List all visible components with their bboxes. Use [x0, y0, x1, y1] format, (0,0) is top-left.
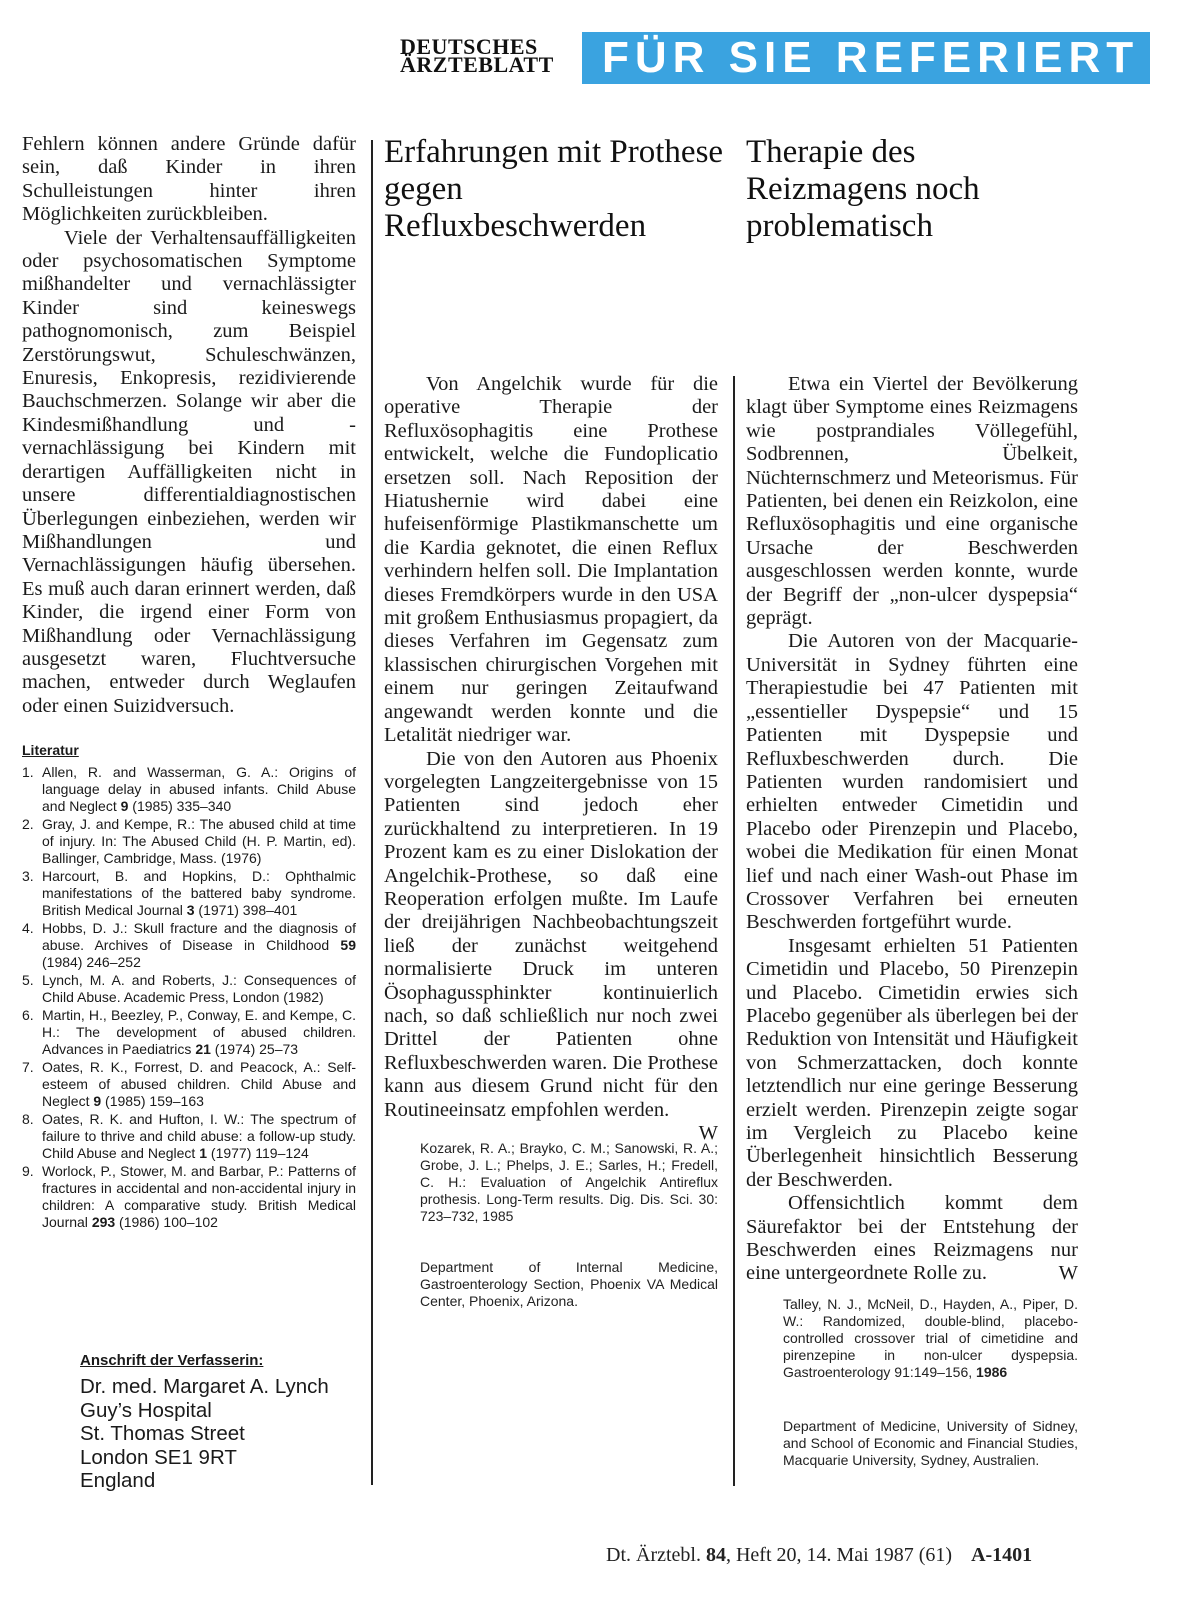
reference-text: Martin, H., Beezley, P., Conway, E. and Kempe, C. H.: The development of abused children. Advances in Paediatrics: [42, 1007, 356, 1057]
reference-volume: 59: [340, 937, 356, 953]
reference-item: [22, 972, 356, 1006]
body-paragraph: Die Autoren von der Macquarie-Universität in Sydney führten eine Therapiestudie bei 47 Patienten mit „essentieller Dyspepsie“ und 15 Patienten mit Dyspepsie und Refluxbeschwerden durch. Die Patienten wurden randomisiert und erhielten entweder Cimetidin und Placebo oder Pirenzepin und Placebo, wobei die Medikation für einen Monat lief und nach einer Wash-out Phase im Crossover Verfahren bei erneuten Beschwerden fortgeführt wurde.: [746, 630, 1078, 934]
body-paragraph: Viele der Verhaltensauffälligkeiten oder psychosomatischen Symptome mißhandelter und vernachlässigter Kinder sind keineswegs pathognomonisch, zum Beispiel Zerstörungswut, Schuleschwänzen, Enuresis, Enkopresis, rezidivierende Bauchschmerzen. Solange wir aber die Kindesmißhandlung und -vernachlässigung bei Kindern mit derartigen Auffälligkeiten nicht in unsere differentialdiagnostischen Überlegungen einbeziehen, werden wir Mißhandlungen und Vernachlässigungen häufig übersehen. Es muß auch daran erinnert werden, daß Kinder, die irgend einer Form von Mißhandlung oder Vernachlässigung ausgesetzt waren, Fluchtversuche machen, entweder durch Weglaufen oder einen Suizidversuch.: [22, 226, 356, 717]
author-initial: W: [1058, 1262, 1078, 1285]
reference-item: [22, 868, 356, 919]
column-divider: [371, 140, 373, 1485]
article-citation: [783, 1296, 1078, 1381]
address-line: England: [80, 1469, 156, 1492]
reference-number: 3.: [22, 868, 34, 884]
author-initial: W: [698, 1122, 718, 1144]
masthead-logo: [400, 34, 572, 77]
reference-volume: 293: [91, 1214, 116, 1230]
reference-pages: (1974) 25–73: [210, 1041, 299, 1057]
reference-pages: (1984) 246–252: [42, 954, 141, 970]
address-heading: Anschrift der Verfasserin:: [80, 1352, 264, 1369]
address-line: Dr. med. Margaret A. Lynch: [80, 1375, 329, 1398]
column-middle: [384, 373, 718, 1145]
reference-text: Worlock, P., Stower, M. and Barbar, P.: Patterns of fractures in accidental and non-accidental injury in children: A comparative study. British Medical Journal: [42, 1163, 356, 1230]
reference-item: [22, 1111, 356, 1162]
article-title: Erfahrungen mit Prothese gegen Refluxbeschwerden: [384, 134, 724, 244]
citation-text: Talley, N. J., McNeil, D., Hayden, A., Piper, D. W.: Randomized, double-blind, placebo-controlled crossover trial of cimetidine and pirenzepine in non-ulcer dyspepsia. Gastroenterology 91:149–156,: [783, 1296, 1078, 1380]
reference-number: 5.: [22, 972, 34, 988]
address-line: London SE1 9RT: [80, 1445, 237, 1469]
body-paragraph: [746, 1192, 1078, 1286]
column-left: [22, 133, 356, 718]
masthead-line2: ÄRZTEBLATT: [400, 52, 554, 77]
body-paragraph: Insgesamt erhielten 51 Patienten Cimetidin und Placebo, 50 Pirenzepin und Placebo. Cimetidin erwies sich Placebo gegenüber als überlegen bei der Reduktion von Intensität und Häufigkeit von Schmerzattacken, doch konnte letztendlich nur eine geringe Besserung erzielt werden. Pirenzepin zeigte sogar im Vergleich zu Placebo keine Überlegenheit hinsichtlich Besserung der Beschwerden.: [746, 934, 1078, 1191]
literature-heading: Literatur: [22, 742, 79, 758]
reference-item: [22, 1163, 356, 1231]
reference-text: Gray, J. and Kempe, R.: The abused child at time of injury. In: The Abused Child (H. P. Martin, ed). Ballinger, Cambridge, Mass. (1976): [42, 816, 356, 866]
literature-section: [22, 742, 356, 1232]
body-paragraph: [384, 747, 718, 1144]
reference-item: [22, 920, 356, 971]
column-right: [746, 373, 1078, 1286]
body-paragraph: Fehlern können andere Gründe dafür sein, daß Kinder in ihren Schulleistungen hinter ihren Möglichkeiten zurückbleiben.: [22, 133, 356, 226]
reference-volume: 3: [186, 902, 195, 918]
column-divider: [733, 376, 735, 1486]
reference-item: [22, 1007, 356, 1058]
reference-text: Hobbs, D. J.: Skull fracture and the diagnosis of abuse. Archives of Disease in Childhood: [42, 920, 356, 953]
reference-text: Lynch, M. A. and Roberts, J.: Consequences of Child Abuse. Academic Press, London (1982): [42, 972, 356, 1005]
reference-pages: (1986) 100–102: [115, 1214, 218, 1230]
article-title: Therapie des Reizmagens noch problematisch: [746, 134, 980, 244]
article-citation: Kozarek, R. A.; Brayko, C. M.; Sanowski, R. A.; Grobe, J. L.; Phelps, J. E.; Sarles, H.; Fredell, C. H.: Evaluation of Angelchik Antireflux prothesis. Long-Term results. Dig. Dis. Sci. 30: 723–732, 1985: [420, 1140, 718, 1224]
journal-name: Dt. Ärztebl.: [606, 1544, 701, 1566]
reference-volume: 9: [93, 1093, 102, 1109]
reference-text: Allen, R. and Wasserman, G. A.: Origins of language delay in abused infants. Child Abuse and Neglect: [42, 764, 356, 814]
reference-volume: 21: [195, 1041, 211, 1057]
address-line: St. Thomas Street: [80, 1422, 245, 1445]
reference-number: 8.: [22, 1111, 34, 1127]
address-line: Guy’s Hospital: [80, 1398, 212, 1422]
reference-text: Oates, R. K., Forrest, D. and Peacock, A.: Self-esteem of abused children. Child Abuse and Neglect: [42, 1059, 356, 1109]
reference-pages: (1971) 398–401: [194, 902, 298, 918]
reference-text: Oates, R. K. and Hufton, I. W.: The spectrum of failure to thrive and child abuse: a follow-up study. Child Abuse and Neglect: [42, 1111, 356, 1161]
reference-item: [22, 816, 356, 867]
body-text: Die von den Autoren aus Phoenix vorgelegten Langzeitergebnisse von 15 Patienten sind jedoch eher zurückhaltend zu interpretieren. In 19 Prozent kam es zu einer Dislokation der Angelchik-Prothese, so daß eine Reoperation erfolgen mußte. Im Laufe der dreijährigen Nachbeobachtungszeit ließ der zunächst weitgehend normalisierte Druck im unteren Ösophagussphinkter kontinuierlich nach, so daß schließlich nur noch zwei Drittel der Patienten ohne Refluxbeschwerden waren. Die Prothese kann aus diesem Grund nicht für den Routineeinsatz empfohlen werden.: [384, 747, 718, 1121]
masthead-line1: DEUTSCHES: [400, 34, 538, 59]
article-affiliation: Department of Internal Medicine, Gastroenterology Section, Phoenix VA Medical Center, Phoenix, Arizona.: [420, 1259, 718, 1309]
citation-year: 1986: [976, 1364, 1008, 1380]
reference-list: [22, 764, 356, 1231]
reference-number: 6.: [22, 1007, 34, 1023]
reference-text: Harcourt, B. and Hopkins, D.: Ophthalmic manifestations of the battered baby syndrome. British Medical Journal: [42, 868, 356, 918]
reference-number: 7.: [22, 1059, 34, 1075]
reference-item: [22, 764, 356, 815]
reference-item: [22, 1059, 356, 1110]
body-text: Offensichtlich kommt dem Säurefaktor bei der Entstehung der Beschwerden eines Reizmagens nur eine untergeordnete Rolle zu.: [746, 1192, 1078, 1285]
reference-volume: 9: [120, 798, 129, 814]
reference-number: 4.: [22, 920, 34, 936]
reference-pages: (1977) 119–124: [207, 1145, 309, 1161]
article-affiliation: Department of Medicine, University of Sidney, and School of Economic and Financial Studies, Macquarie University, Sydney, Australien.: [783, 1418, 1078, 1468]
journal-volume: 84: [705, 1544, 726, 1566]
reference-volume: 1: [199, 1145, 208, 1161]
section-banner: FÜR SIE REFERIERT: [582, 32, 1150, 84]
reference-number: 1.: [22, 764, 34, 780]
body-paragraph: Von Angelchik wurde für die operative Therapie der Refluxösophagitis eine Prothese entwickelt, welche die Fundoplicatio ersetzen soll. Nach Reposition der Hiatushernie wird dabei eine hufeisenförmige Plastikmanschette um die Kardia geknotet, die einen Reflux verhindern helfen soll. Die Implantation dieses Fremdkörpers wurde in den USA mit großem Enthusiasmus propagiert, da dieses Verfahren im Gegensatz zum klassischen chirurgischen Vorgehen mit einem nur geringen Zeitaufwand angewandt werden konnte und die Letalität niedriger war.: [384, 373, 718, 747]
page-footer: [606, 1544, 1032, 1567]
reference-number: 9.: [22, 1163, 34, 1179]
author-address: [80, 1352, 370, 1493]
page-number: A-1401: [971, 1544, 1033, 1566]
reference-pages: (1985) 159–163: [101, 1093, 204, 1109]
reference-pages: (1985) 335–340: [128, 798, 232, 814]
journal-issue: , Heft 20, 14. Mai 1987 (61): [725, 1544, 953, 1566]
reference-number: 2.: [22, 816, 34, 832]
body-paragraph: Etwa ein Viertel der Bevölkerung klagt über Symptome eines Reizmagens wie postprandiales Völlegefühl, Sodbrennen, Übelkeit, Nüchternschmerz und Meteorismus. Für Patienten, bei denen ein Reizkolon, eine Refluxösophagitis und eine organische Ursache der Beschwerden ausgeschlossen werden konnte, wurde der Begriff der „non-ulcer dyspepsia“ geprägt.: [746, 373, 1078, 630]
